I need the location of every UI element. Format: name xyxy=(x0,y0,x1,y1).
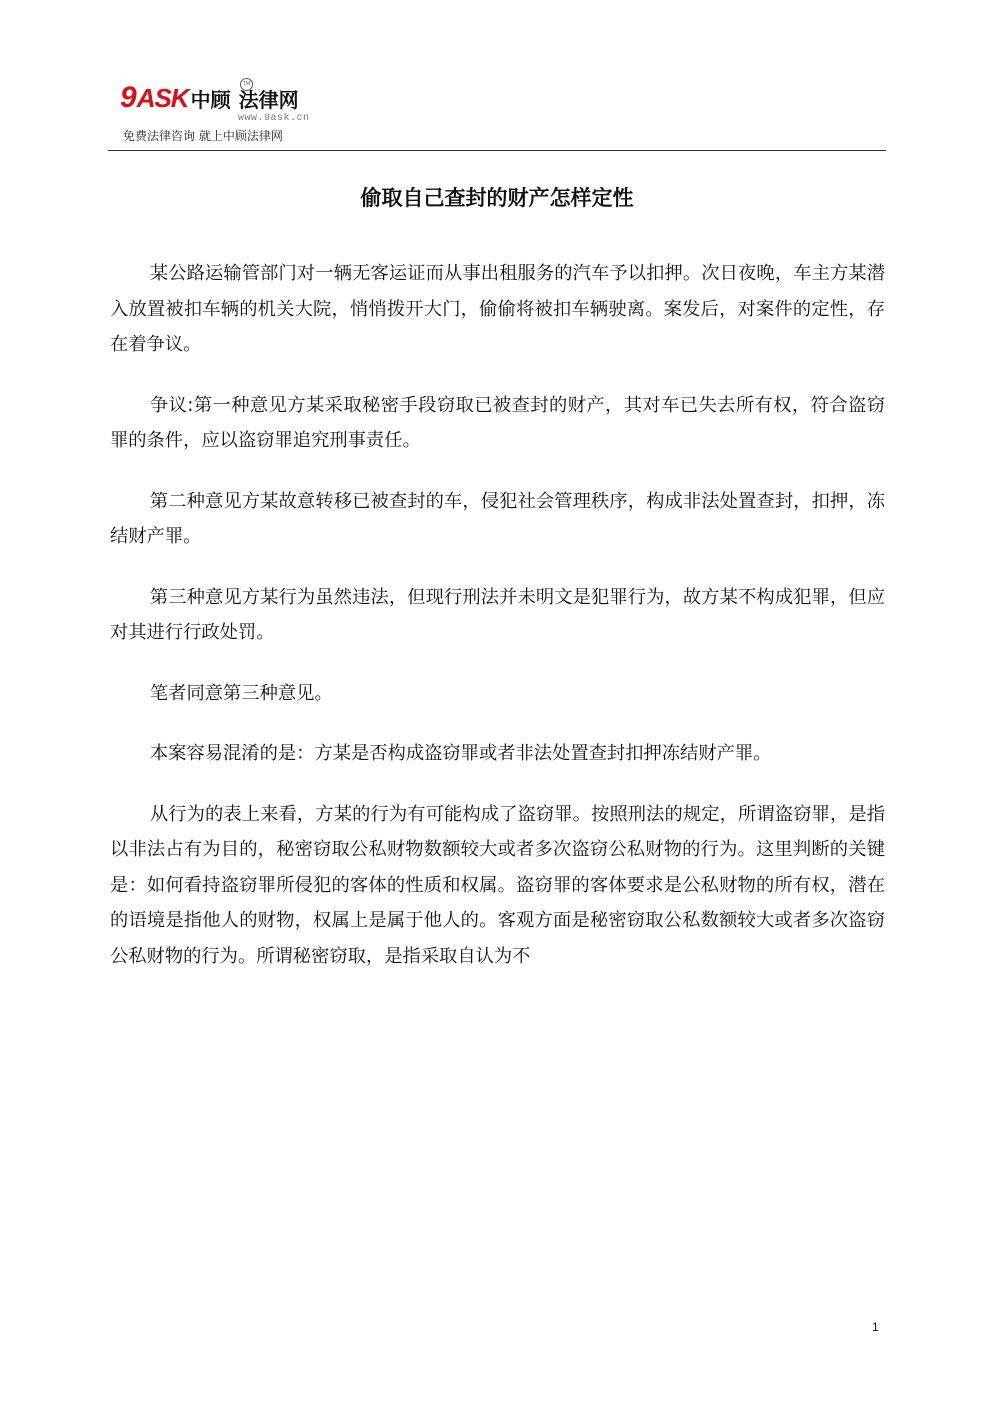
logo-url: www.9ask.cn xyxy=(238,113,310,124)
paragraph: 笔者同意第三种意见。 xyxy=(149,682,333,704)
paragraph: 第三种意见方某行为虽然违法，但现行刑法并未明文是犯罪行为，故方某不构成犯罪，但应对其进行行政处罚。 xyxy=(110,586,885,643)
document-body xyxy=(110,256,885,999)
logo-letters: ASK xyxy=(136,83,189,113)
paragraph: 从行为的表上来看，方某的行为有可能构成了盗窃罪。按照刑法的规定，所谓盗窃罪，是指以非法占有为目的，秘密窃取公私财物数额较大或者多次盗窃公私财物的行为。这里判断的关键是：如何看持盗窃罪所侵犯的客体的性质和权属。盗窃罪的客体要求是公私财物的所有权，潜在的语境是指他人的财物，权属上是属于他人的。客观方面是秘密窃取公私数额较大或者多次盗窃公私财物的行为。所谓秘密窃取，是指采取自认为不 xyxy=(110,803,885,967)
page-number: 1 xyxy=(872,1320,879,1334)
document-title: 偷取自己查封的财产怎样定性 xyxy=(360,185,634,210)
paragraph: 争议:第一种意见方某采取秘密手段窃取已被查封的财产，其对车已失去所有权，符合盗窃罪的条件，应以盗窃罪追究刑事责任。 xyxy=(110,394,885,451)
logo-wordmark xyxy=(120,80,299,116)
logo-number: 9 xyxy=(120,81,137,114)
logo-slogan: 免费法律咨询 就上中顾法律网 xyxy=(123,129,283,143)
paragraph: 某公路运输管部门对一辆无客运证而从事出租服务的汽车予以扣押。次日夜晚，车主方某潜入放置被扣车辆的机关大院，悄悄拨开大门，偷偷将被扣车辆驶离。案发后，对案件的定性，存在着争议。 xyxy=(110,263,885,355)
page-header xyxy=(108,70,886,151)
paragraph: 第二种意见方某故意转移已被查封的车，侵犯社会管理秩序，构成非法处置查封，扣押，冻结财产罪。 xyxy=(110,490,885,547)
paragraph: 本案容易混淆的是：方某是否构成盗窃罪或者非法处置查封扣押冻结财产罪。 xyxy=(149,743,772,764)
logo-brand-cn: 中顾 xyxy=(190,88,231,112)
trademark-icon: TM xyxy=(240,78,253,91)
logo-site-name: 法律网 xyxy=(238,88,299,112)
9ask-logo[interactable] xyxy=(120,80,350,144)
